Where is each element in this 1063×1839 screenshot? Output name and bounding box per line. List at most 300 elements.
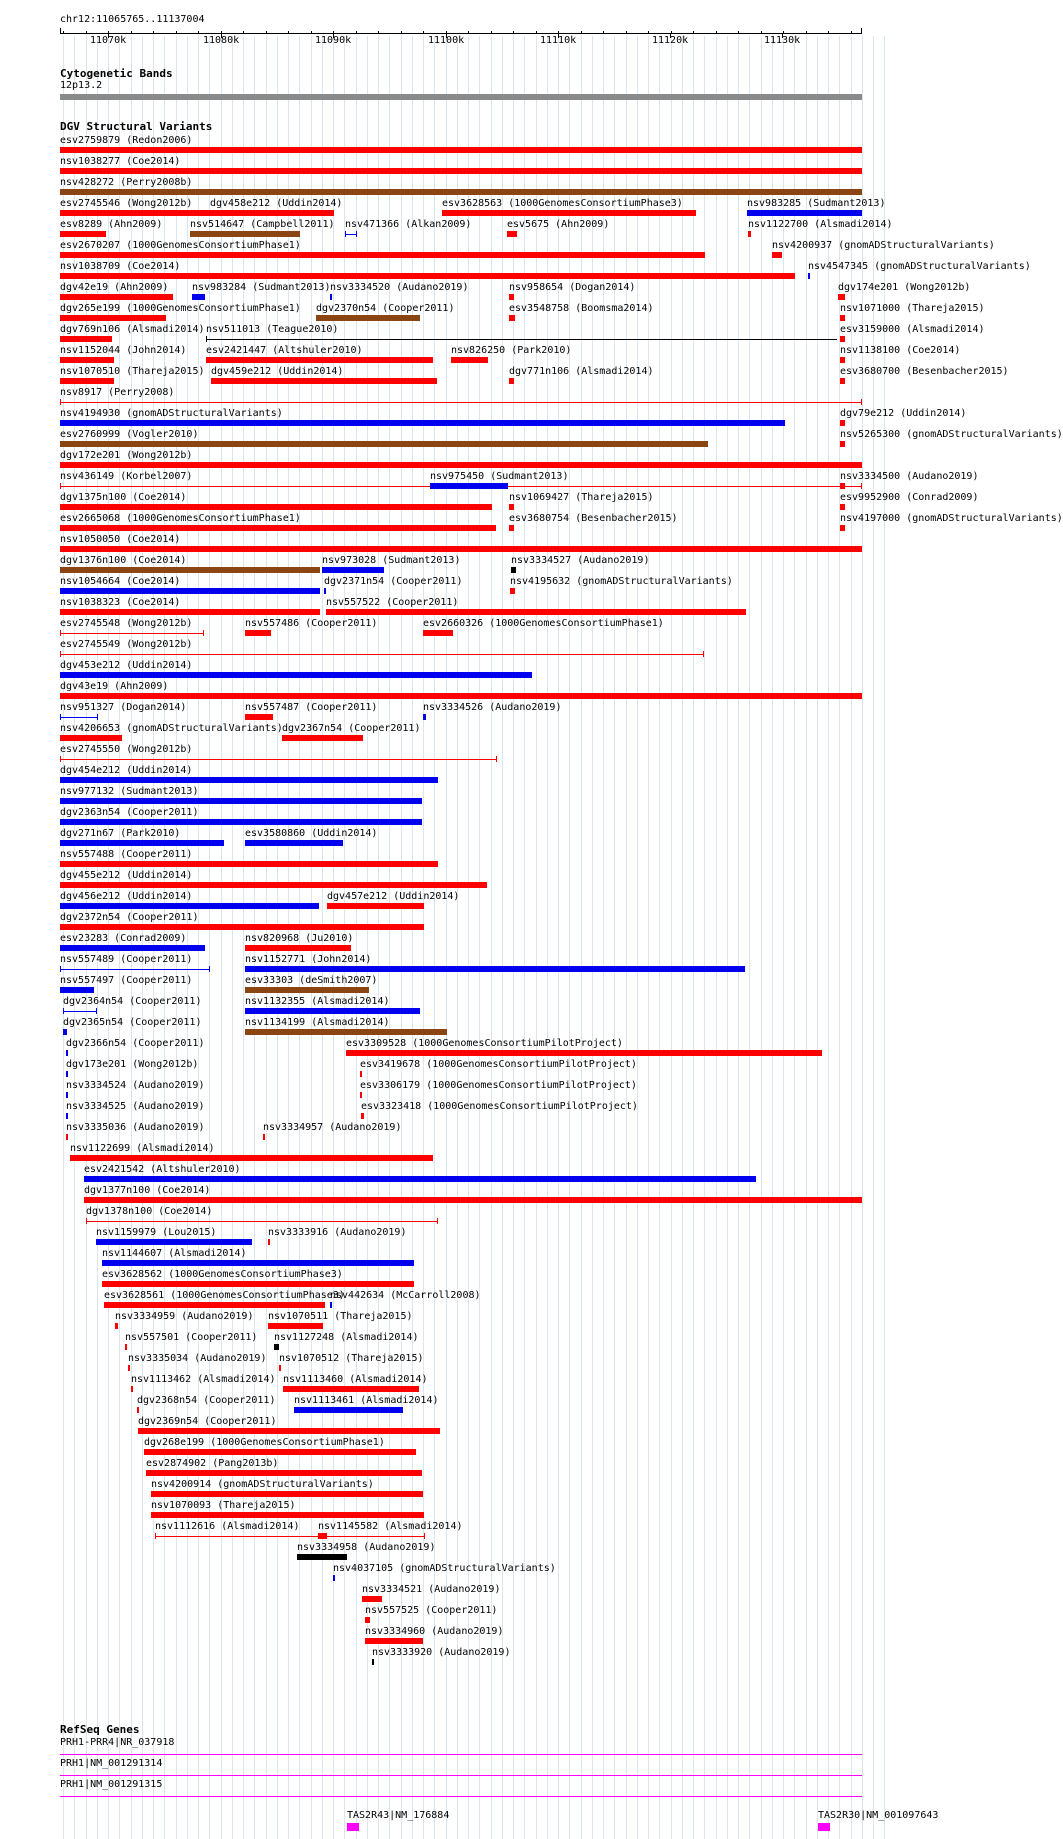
sv-label[interactable]: nsv436149 (Korbel2007) [60, 471, 193, 482]
sv-label[interactable]: dgv174e201 (Wong2012b) [838, 282, 971, 293]
sv-label[interactable]: nsv1152771 (John2014) [245, 954, 372, 965]
sv-label[interactable]: dgv455e212 (Uddin2014) [60, 870, 193, 881]
sv-label[interactable]: dgv1376n100 (Coe2014) [60, 555, 187, 566]
sv-feature-bar[interactable] [365, 1617, 370, 1623]
sv-label[interactable]: nsv1070093 (Thareja2015) [151, 1500, 296, 1511]
sv-feature-bar[interactable] [60, 294, 173, 300]
sv-label[interactable]: nsv4194930 (gnomADStructuralVariants) [60, 408, 283, 419]
sv-label[interactable]: nsv1122700 (Alsmadi2014) [748, 219, 893, 230]
sv-label[interactable]: dgv2369n54 (Cooper2011) [138, 1416, 277, 1427]
sv-label[interactable]: esv2745546 (Wong2012b) [60, 198, 193, 209]
sv-feature-bar[interactable] [263, 1134, 265, 1140]
sv-label[interactable]: nsv3335036 (Audano2019) [66, 1122, 205, 1133]
sv-label[interactable]: nsv471366 (Alkan2009) [345, 219, 472, 230]
sv-label[interactable]: nsv3334526 (Audano2019) [423, 702, 562, 713]
sv-label[interactable]: nsv4195632 (gnomADStructuralVariants) [510, 576, 733, 587]
sv-label[interactable]: dgv459e212 (Uddin2014) [211, 366, 344, 377]
sv-label[interactable]: esv5675 (Ahn2009) [507, 219, 610, 230]
sv-label[interactable]: dgv2371n54 (Cooper2011) [324, 576, 463, 587]
sv-feature-bar[interactable] [104, 1302, 325, 1308]
ruler-minor-tick [558, 31, 559, 33]
sv-feature-bar[interactable] [840, 525, 845, 531]
sv-feature-bar[interactable] [279, 1365, 281, 1371]
sv-feature-bar[interactable] [60, 273, 795, 279]
sv-feature-line[interactable] [60, 633, 204, 634]
sv-feature-bar[interactable] [326, 609, 746, 615]
sv-feature-bar[interactable] [144, 1449, 416, 1455]
sv-label[interactable]: dgv457e212 (Uddin2014) [327, 891, 460, 902]
sv-feature-bar[interactable] [840, 357, 845, 363]
ruler-tick-label: 11080k [203, 35, 240, 46]
ruler-minor-tick [86, 31, 87, 33]
sv-feature-bar[interactable] [84, 1197, 862, 1203]
sv-feature-tick [703, 651, 704, 657]
sv-label[interactable]: nsv557501 (Cooper2011) [125, 1332, 258, 1343]
sv-feature-bar[interactable] [423, 714, 426, 720]
sv-feature-line[interactable] [206, 339, 837, 340]
sv-feature-bar[interactable] [60, 672, 532, 678]
sv-label[interactable]: nsv3334525 (Audano2019) [66, 1101, 205, 1112]
sv-label[interactable]: dgv1377n100 (Coe2014) [84, 1185, 211, 1196]
sv-feature-line[interactable] [60, 969, 210, 970]
grid-line [817, 36, 818, 1839]
sv-label[interactable]: nsv511013 (Teague2010) [206, 324, 339, 335]
gene-exon[interactable] [818, 1823, 830, 1831]
sv-label[interactable]: esv3323418 (1000GenomesConsortiumPilotProject) [361, 1101, 638, 1112]
sv-label[interactable]: esv2665068 (1000GenomesConsortiumPhase1) [60, 513, 301, 524]
sv-label[interactable]: nsv4547345 (gnomADStructuralVariants) [808, 261, 1031, 272]
sv-label[interactable]: nsv3334527 (Audano2019) [511, 555, 650, 566]
grid-line [716, 36, 717, 1839]
sv-label[interactable]: nsv3334500 (Audano2019) [840, 471, 979, 482]
sv-label[interactable]: nsv1113460 (Alsmadi2014) [283, 1374, 428, 1385]
sv-feature-bar[interactable] [372, 1659, 374, 1665]
sv-label[interactable]: esv3580860 (Uddin2014) [245, 828, 378, 839]
sv-label[interactable]: nsv557497 (Cooper2011) [60, 975, 193, 986]
ruler-tick-label: 11100k [428, 35, 465, 46]
sv-label[interactable]: nsv820968 (Ju2010) [245, 933, 354, 944]
sv-label[interactable]: esv3306179 (1000GenomesConsortiumPilotProject) [360, 1080, 637, 1091]
sv-feature-bar[interactable] [840, 336, 845, 342]
sv-label[interactable]: esv2421447 (Altshuler2010) [206, 345, 363, 356]
sv-label[interactable]: esv23283 (Conrad2009) [60, 933, 187, 944]
sv-feature-bar[interactable] [60, 462, 862, 468]
sv-feature-bar[interactable] [115, 1323, 118, 1329]
sv-label[interactable]: nsv514647 (Campbell2011) [190, 219, 335, 230]
sv-feature-line[interactable] [60, 759, 497, 760]
sv-feature-tick [60, 966, 61, 972]
sv-feature-bar[interactable] [60, 357, 114, 363]
sv-feature-bar[interactable] [175, 210, 334, 216]
sv-feature-bar[interactable] [131, 1386, 133, 1392]
sv-feature-bar[interactable] [190, 231, 300, 237]
sv-label[interactable]: esv2745550 (Wong2012b) [60, 744, 193, 755]
sv-feature-bar[interactable] [128, 1365, 130, 1371]
sv-label[interactable]: esv2670207 (1000GenomesConsortiumPhase1) [60, 240, 301, 251]
sv-feature-line[interactable] [155, 1536, 425, 1537]
sv-feature-bar[interactable] [60, 735, 122, 741]
sv-feature-bar[interactable] [423, 630, 453, 636]
sv-feature-bar[interactable] [442, 210, 696, 216]
sv-feature-bar[interactable] [748, 231, 751, 237]
sv-label[interactable]: nsv557525 (Cooper2011) [365, 1605, 498, 1616]
sv-feature-line[interactable] [63, 1011, 97, 1012]
sv-label[interactable]: nsv1070511 (Thareja2015) [268, 1311, 413, 1322]
sv-label[interactable]: dgv2363n54 (Cooper2011) [60, 807, 199, 818]
sv-label[interactable]: nsv1054664 (Coe2014) [60, 576, 181, 587]
sv-label[interactable]: nsv3334958 (Audano2019) [297, 1542, 436, 1553]
sv-label[interactable]: nsv3333920 (Audano2019) [372, 1647, 511, 1658]
sv-label[interactable]: nsv1113462 (Alsmadi2014) [131, 1374, 276, 1385]
sv-feature-bar[interactable] [66, 1071, 68, 1077]
sv-feature-bar[interactable] [60, 504, 492, 510]
sv-feature-bar[interactable] [60, 546, 862, 552]
sv-label[interactable]: dgv456e212 (Uddin2014) [60, 891, 193, 902]
sv-feature-bar[interactable] [245, 714, 273, 720]
sv-feature-tick [60, 630, 61, 636]
sv-feature-bar[interactable] [60, 168, 862, 174]
sv-label[interactable]: esv9952900 (Conrad2009) [840, 492, 979, 503]
sv-feature-tick [861, 483, 862, 489]
sv-feature-bar[interactable] [509, 525, 514, 531]
sv-label[interactable]: nsv1050050 (Coe2014) [60, 534, 181, 545]
sv-feature-bar[interactable] [808, 273, 810, 279]
sv-label[interactable]: esv3159000 (Alsmadi2014) [840, 324, 985, 335]
sv-label[interactable]: esv2660326 (1000GenomesConsortiumPhase1) [423, 618, 664, 629]
sv-feature-bar[interactable] [365, 1638, 423, 1644]
sv-label[interactable]: nsv557486 (Cooper2011) [245, 618, 378, 629]
sv-label[interactable]: dgv2366n54 (Cooper2011) [66, 1038, 205, 1049]
sv-feature-bar[interactable] [63, 1029, 67, 1035]
ruler-tick-label: 11120k [652, 35, 689, 46]
sv-feature-bar[interactable] [346, 1050, 822, 1056]
sv-feature-bar[interactable] [283, 1386, 419, 1392]
sv-label[interactable]: nsv1038709 (Coe2014) [60, 261, 181, 272]
sv-label[interactable]: nsv3334957 (Audano2019) [263, 1122, 402, 1133]
sv-label[interactable]: nsv1138100 (Coe2014) [840, 345, 961, 356]
sv-feature-bar[interactable] [245, 987, 369, 993]
sv-label[interactable]: nsv1132355 (Alsmadi2014) [245, 996, 390, 1007]
sv-label[interactable]: dgv2365n54 (Cooper2011) [63, 1017, 202, 1028]
sv-label[interactable]: dgv2372n54 (Cooper2011) [60, 912, 199, 923]
sv-label[interactable]: esv3548758 (Boomsma2014) [509, 303, 654, 314]
sv-feature-bar[interactable] [360, 1071, 362, 1077]
sv-feature-bar[interactable] [509, 504, 514, 510]
sv-label[interactable]: dgv453e212 (Uddin2014) [60, 660, 193, 671]
sv-feature-bar[interactable] [60, 189, 862, 195]
sv-feature-bar[interactable] [60, 882, 487, 888]
sv-feature-bar[interactable] [60, 609, 320, 615]
sv-label[interactable]: nsv1159979 (Lou2015) [96, 1227, 217, 1238]
sv-feature-bar[interactable] [60, 798, 422, 804]
sv-label[interactable]: dgv1375n100 (Coe2014) [60, 492, 187, 503]
sv-label[interactable]: nsv1145582 (Alsmadi2014) [318, 1521, 463, 1532]
sv-label[interactable]: dgv79e212 (Uddin2014) [840, 408, 967, 419]
sv-feature-bar[interactable] [66, 1134, 68, 1140]
sv-feature-bar[interactable] [245, 840, 343, 846]
sv-label[interactable]: nsv3334524 (Audano2019) [66, 1080, 205, 1091]
cytoband-label: 12p13.2 [60, 80, 103, 91]
sv-feature-line[interactable] [60, 717, 98, 718]
sv-label[interactable]: dgv2370n54 (Cooper2011) [316, 303, 455, 314]
sv-label[interactable]: esv2421542 (Altshuler2010) [84, 1164, 241, 1175]
sv-label[interactable]: nsv1070510 (Thareja2015) [60, 366, 205, 377]
sv-label[interactable]: esv2759879 (Redon2006) [60, 135, 193, 146]
sv-feature-tick [496, 756, 497, 762]
sv-label[interactable]: esv33303 (deSmith2007) [245, 975, 378, 986]
sv-feature-bar[interactable] [60, 987, 94, 993]
sv-feature-bar[interactable] [125, 1344, 127, 1350]
sv-feature-bar[interactable] [840, 420, 845, 426]
sv-feature-line[interactable] [60, 654, 704, 655]
gene-label[interactable]: TAS2R43|NM_176884 [347, 1810, 450, 1821]
sv-feature-bar[interactable] [274, 1344, 279, 1350]
sv-feature-tick [96, 1008, 97, 1014]
sv-label[interactable]: nsv3334520 (Audano2019) [330, 282, 469, 293]
sv-label[interactable]: esv2874902 (Pang2013b) [146, 1458, 279, 1469]
sv-feature-bar[interactable] [60, 147, 862, 153]
sv-feature-bar[interactable] [206, 357, 433, 363]
sv-feature-bar[interactable] [151, 1512, 424, 1518]
track-title-cytobands: Cytogenetic Bands [60, 67, 173, 80]
sv-feature-bar[interactable] [60, 777, 438, 783]
sv-feature-bar[interactable] [138, 1428, 440, 1434]
ruler-tick-label: 11090k [315, 35, 352, 46]
sv-label[interactable]: nsv4200937 (gnomADStructuralVariants) [772, 240, 995, 251]
sv-feature-bar[interactable] [327, 903, 424, 909]
sv-label[interactable]: nsv1038277 (Coe2014) [60, 156, 181, 167]
sv-feature-bar[interactable] [102, 1260, 414, 1266]
sv-feature-bar[interactable] [840, 504, 845, 510]
sv-label[interactable]: nsv1113461 (Alsmadi2014) [294, 1395, 439, 1406]
sv-label[interactable]: esv2760999 (Vogler2010) [60, 429, 199, 440]
sv-label[interactable]: nsv1070512 (Thareja2015) [279, 1353, 424, 1364]
sv-label[interactable]: esv2745548 (Wong2012b) [60, 618, 193, 629]
sv-label[interactable]: nsv557488 (Cooper2011) [60, 849, 193, 860]
sv-label[interactable]: nsv973028 (Sudmant2013) [322, 555, 461, 566]
sv-label[interactable]: dgv271n67 (Park2010) [60, 828, 181, 839]
sv-label[interactable]: nsv983285 (Sudmant2013) [747, 198, 886, 209]
sv-feature-bar[interactable] [361, 1113, 364, 1119]
sv-feature-bar[interactable] [268, 1239, 270, 1245]
sv-label[interactable]: esv8289 (Ahn2009) [60, 219, 163, 230]
sv-label[interactable]: esv2745549 (Wong2012b) [60, 639, 193, 650]
sv-label[interactable]: nsv4037105 (gnomADStructuralVariants) [333, 1563, 556, 1574]
gene-label[interactable]: TAS2R30|NM_001097643 [818, 1810, 939, 1821]
sv-feature-bar[interactable] [60, 420, 785, 426]
sv-feature-bar[interactable] [60, 924, 424, 930]
sv-feature-bar[interactable] [245, 966, 745, 972]
sv-feature-bar[interactable] [507, 231, 517, 237]
sv-feature-bar[interactable] [245, 1029, 447, 1035]
sv-feature-bar[interactable] [840, 378, 845, 384]
sv-feature-bar[interactable] [102, 1281, 414, 1287]
sv-feature-bar[interactable] [772, 252, 782, 258]
sv-feature-bar[interactable] [60, 819, 422, 825]
sv-feature-bar[interactable] [509, 294, 514, 300]
sv-feature-bar[interactable] [511, 567, 516, 573]
sv-feature-bar[interactable] [60, 588, 320, 594]
sv-feature-bar[interactable] [66, 1092, 68, 1098]
sv-feature-bar[interactable] [838, 294, 845, 300]
sv-feature-bar[interactable] [330, 294, 332, 300]
sv-feature-bar[interactable] [297, 1554, 347, 1560]
sv-label[interactable]: nsv3334960 (Audano2019) [365, 1626, 504, 1637]
gene-label[interactable]: PRH1|NM_001291314 [60, 1758, 163, 1769]
sv-feature-bar[interactable] [245, 1008, 420, 1014]
sv-feature-bar[interactable] [318, 1533, 327, 1539]
sv-label[interactable]: nsv4200914 (gnomADStructuralVariants) [151, 1479, 374, 1490]
cytoband-bar[interactable] [60, 94, 862, 100]
sv-label[interactable]: dgv2367n54 (Cooper2011) [282, 723, 421, 734]
sv-label[interactable]: dgv42e19 (Ahn2009) [60, 282, 169, 293]
sv-feature-bar[interactable] [96, 1239, 252, 1245]
sv-label[interactable]: dgv43e19 (Ahn2009) [60, 681, 169, 692]
sv-feature-bar[interactable] [84, 1176, 756, 1182]
sv-feature-bar[interactable] [151, 1491, 423, 1497]
sv-label[interactable]: dgv1378n100 (Coe2014) [86, 1206, 213, 1217]
sv-feature-bar[interactable] [451, 357, 488, 363]
sv-label[interactable]: nsv3334959 (Audano2019) [115, 1311, 254, 1322]
sv-feature-bar[interactable] [245, 945, 351, 951]
sv-label[interactable]: dgv454e212 (Uddin2014) [60, 765, 193, 776]
sv-feature-bar[interactable] [333, 1575, 335, 1581]
sv-feature-bar[interactable] [146, 1470, 422, 1476]
sv-label[interactable]: nsv5265300 (gnomADStructuralVariants) [840, 429, 1063, 440]
sv-label[interactable]: nsv826250 (Park2010) [451, 345, 572, 356]
gene-line[interactable] [60, 1754, 862, 1755]
sv-label[interactable]: nsv1071000 (Thareja2015) [840, 303, 985, 314]
sv-feature-bar[interactable] [245, 630, 271, 636]
sv-label[interactable]: esv3419678 (1000GenomesConsortiumPilotProject) [360, 1059, 637, 1070]
sv-label[interactable]: nsv428272 (Perry2008b) [60, 177, 193, 188]
sv-label[interactable]: nsv1134199 (Alsmadi2014) [245, 1017, 390, 1028]
sv-label[interactable]: esv3680700 (Besenbacher2015) [840, 366, 1009, 377]
sv-feature-bar[interactable] [60, 441, 708, 447]
sv-feature-bar[interactable] [60, 861, 438, 867]
sv-label[interactable]: nsv8917 (Perry2008) [60, 387, 175, 398]
sv-feature-bar[interactable] [294, 1407, 403, 1413]
sv-label[interactable]: dgv2364n54 (Cooper2011) [63, 996, 202, 1007]
sv-label[interactable]: esv3628561 (1000GenomesConsortiumPhase3) [104, 1290, 345, 1301]
sv-label[interactable]: nsv3333916 (Audano2019) [268, 1227, 407, 1238]
sv-feature-bar[interactable] [60, 840, 224, 846]
sv-label[interactable]: nsv958654 (Dogan2014) [509, 282, 636, 293]
sv-feature-bar[interactable] [316, 315, 420, 321]
gene-label[interactable]: PRH1|NM_001291315 [60, 1779, 163, 1790]
sv-label[interactable]: nsv442634 (McCarroll2008) [330, 1290, 481, 1301]
sv-feature-bar[interactable] [60, 903, 319, 909]
sv-feature-bar[interactable] [509, 378, 514, 384]
sv-feature-bar[interactable] [840, 315, 845, 321]
sv-label[interactable]: dgv2368n54 (Cooper2011) [137, 1395, 276, 1406]
sv-label[interactable]: nsv557522 (Cooper2011) [326, 597, 459, 608]
grid-line [794, 36, 795, 1839]
gene-exon[interactable] [347, 1823, 359, 1831]
sv-label[interactable]: dgv172e201 (Wong2012b) [60, 450, 193, 461]
gene-line[interactable] [60, 1775, 862, 1776]
sv-label[interactable]: nsv1127248 (Alsmadi2014) [274, 1332, 419, 1343]
sv-label[interactable]: nsv3335034 (Audano2019) [128, 1353, 267, 1364]
sv-label[interactable]: nsv975450 (Sudmant2013) [430, 471, 569, 482]
sv-feature-line[interactable] [86, 1221, 438, 1222]
grid-line [682, 36, 683, 1839]
ruler-end-tick [861, 28, 862, 34]
sv-label[interactable]: nsv4197000 (gnomADStructuralVariants) [840, 513, 1063, 524]
sv-label[interactable]: dgv769n106 (Alsmadi2014) [60, 324, 205, 335]
sv-feature-bar[interactable] [66, 1113, 68, 1119]
sv-label[interactable]: esv3680754 (Besenbacher2015) [509, 513, 678, 524]
sv-label[interactable]: dgv173e201 (Wong2012b) [66, 1059, 199, 1070]
sv-label[interactable]: nsv1152044 (John2014) [60, 345, 187, 356]
sv-feature-bar[interactable] [510, 588, 515, 594]
sv-feature-bar[interactable] [430, 483, 508, 489]
sv-feature-tick [155, 1533, 156, 1539]
sv-label[interactable]: nsv3334521 (Audano2019) [362, 1584, 501, 1595]
sv-feature-bar[interactable] [60, 252, 705, 258]
sv-feature-bar[interactable] [268, 1323, 323, 1329]
sv-label[interactable]: nsv1038323 (Coe2014) [60, 597, 181, 608]
sv-feature-bar[interactable] [747, 210, 862, 216]
sv-label[interactable]: dgv265e199 (1000GenomesConsortiumPhase1) [60, 303, 301, 314]
sv-feature-bar[interactable] [66, 1050, 68, 1056]
sv-feature-bar[interactable] [60, 315, 166, 321]
sv-label[interactable]: nsv557489 (Cooper2011) [60, 954, 193, 965]
sv-label[interactable]: nsv557487 (Cooper2011) [245, 702, 378, 713]
sv-feature-bar[interactable] [60, 525, 496, 531]
sv-label[interactable]: dgv771n106 (Alsmadi2014) [509, 366, 654, 377]
sv-label[interactable]: nsv1112616 (Alsmadi2014) [155, 1521, 300, 1532]
sv-feature-bar[interactable] [60, 693, 862, 699]
sv-feature-bar[interactable] [70, 1155, 433, 1161]
sv-label[interactable]: nsv983284 (Sudmant2013) [192, 282, 331, 293]
sv-feature-bar[interactable] [60, 336, 112, 342]
sv-feature-bar[interactable] [60, 378, 114, 384]
sv-label[interactable]: nsv1069427 (Thareja2015) [509, 492, 654, 503]
sv-label[interactable]: dgv268e199 (1000GenomesConsortiumPhase1) [144, 1437, 385, 1448]
sv-feature-bar[interactable] [60, 567, 320, 573]
sv-feature-bar[interactable] [211, 378, 437, 384]
sv-label[interactable]: nsv977132 (Sudmant2013) [60, 786, 199, 797]
sv-label[interactable]: nsv4206653 (gnomADStructuralVariants) [60, 723, 283, 734]
sv-feature-bar[interactable] [840, 441, 845, 447]
sv-feature-bar[interactable] [360, 1092, 362, 1098]
sv-feature-bar[interactable] [509, 315, 515, 321]
sv-feature-line[interactable] [60, 402, 862, 403]
gene-line[interactable] [60, 1796, 862, 1797]
sv-label[interactable]: esv3628563 (1000GenomesConsortiumPhase3) [442, 198, 683, 209]
sv-feature-bar[interactable] [137, 1407, 139, 1413]
sv-label[interactable]: dgv458e212 (Uddin2014) [210, 198, 343, 209]
sv-feature-bar[interactable] [60, 231, 106, 237]
sv-feature-bar[interactable] [362, 1596, 382, 1602]
ruler-minor-tick [198, 31, 199, 33]
sv-feature-bar[interactable] [60, 945, 205, 951]
sv-feature-bar[interactable] [324, 588, 326, 594]
sv-feature-tick [209, 966, 210, 972]
sv-label[interactable]: nsv1144607 (Alsmadi2014) [102, 1248, 247, 1259]
sv-label[interactable]: nsv951327 (Dogan2014) [60, 702, 187, 713]
sv-label[interactable]: esv3309528 (1000GenomesConsortiumPilotProject) [346, 1038, 623, 1049]
sv-feature-bar[interactable] [322, 567, 384, 573]
sv-label[interactable]: esv3628562 (1000GenomesConsortiumPhase3) [102, 1269, 343, 1280]
sv-feature-bar[interactable] [192, 294, 205, 300]
sv-feature-bar[interactable] [840, 483, 845, 489]
gene-label[interactable]: PRH1-PRR4|NR_037918 [60, 1737, 175, 1748]
sv-feature-bar[interactable] [330, 1302, 332, 1308]
sv-label[interactable]: nsv1122699 (Alsmadi2014) [70, 1143, 215, 1154]
sv-feature-bar[interactable] [282, 735, 363, 741]
